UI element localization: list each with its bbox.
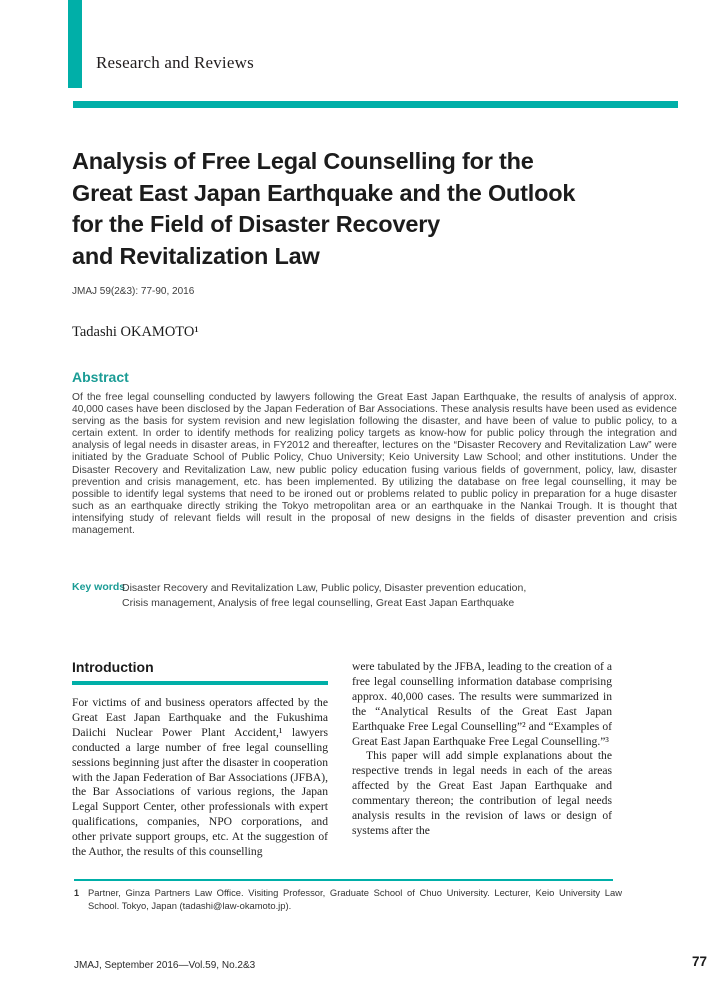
- intro-left-column: [72, 696, 328, 860]
- introduction-heading-rule: [72, 681, 328, 685]
- introduction-heading: Introduction: [72, 659, 154, 675]
- abstract-heading: Abstract: [72, 369, 129, 385]
- accent-bar-vertical: [68, 0, 82, 88]
- title-line: Great East Japan Earthquake and the Outlook: [72, 179, 576, 206]
- section-label: Research and Reviews: [96, 53, 254, 72]
- footnote-marker: 1: [74, 887, 80, 898]
- keywords-line: Crisis management, Analysis of free legal counselling, Great East Japan Earthquake: [122, 597, 515, 609]
- footer-page-number: 77: [691, 954, 707, 969]
- footnote-text: Partner, Ginza Partners Law Office. Visiting Professor, Graduate School of Chuo University. Lecturer, Keio University Law School. Tokyo, Japan (tadashi@law-okamoto.jp).: [88, 887, 622, 911]
- keywords-list: [122, 581, 526, 611]
- title-line: for the Field of Disaster Recovery: [72, 211, 441, 237]
- footnote: [74, 886, 622, 912]
- author-name: Tadashi OKAMOTO¹: [72, 324, 199, 340]
- column-paragraph: were tabulated by the JFBA, leading to the creation of a free legal counselling information database comprising approx. 40,000 cases. The results were summarized in the “Analytical Results of the Great East Japan Earthquake Free Legal Counselling”² and “Examples of Great East Japan Earthquake Free Legal Counselling.”³: [352, 660, 612, 748]
- title-line: and Revitalization Law: [72, 242, 320, 269]
- accent-bar-horizontal: [73, 101, 678, 108]
- journal-citation: JMAJ 59(2&3): 77-90, 2016: [72, 286, 195, 297]
- intro-right-column: [352, 660, 612, 839]
- footer-journal-info: JMAJ, September 2016—Vol.59, No.2&3: [74, 960, 256, 971]
- column-paragraph: This paper will add simple explanations about the respective trends in legal needs in each of the areas affected by the Great East Japan Earthquake and commentary thereon; the contribution of legal needs analysis results in the revision of laws or design of systems after the: [352, 749, 612, 837]
- title-line: Analysis of Free Legal Counselling for the: [72, 148, 534, 174]
- footnote-divider: [74, 879, 613, 881]
- article-title: [72, 146, 575, 272]
- keywords-line: Disaster Recovery and Revitalization Law, Public policy, Disaster prevention education,: [122, 582, 527, 594]
- keywords-label: Key words: [72, 581, 126, 593]
- column-paragraph: For victims of and business operators affected by the Great East Japan Earthquake and the Fukushima Daiichi Nuclear Power Plant Accident,¹ lawyers conducted a large number of free legal counselling sessions beginning just after the disaster in cooperation with the Japan Federation of Bar Associations (JFBA), the Bar Associations of various regions, the Japan Legal Support Center, other professionals with expert qualifications, companies, NPO corporations, and other private support groups, etc. At the suggestion of the Author, the results of this counselling: [72, 696, 328, 859]
- abstract-body: Of the free legal counselling conducted by lawyers following the Great East Japan Earthquake, the results of analysis of approx. 40,000 cases have been disclosed by the Japan Federation of Bar Associations. These analysis results have been used as evidence serving as the basis for system revision and new legislation following the disaster, and have been of value to public policy, to a certain extent. In order to identify methods for realizing policy targets as know-how for public policy through the integration and analysis of legal needs in disaster areas, in FY2012 and thereafter, lectures on the “Disaster Recovery and Revitalization Law” were initiated by the Graduate School of Public Policy, Chuo University; Keio University Law School; and other institutions. Under the Disaster Recovery and Revitalization Law, new public policy education fusing various fields of government, policy, law, disaster prevention and crisis management, etc. has been implemented. By utilizing the database on free legal counselling, it may be possible to identify legal systems that need to be ironed out or problems related to public policy in preparation for a huge disaster such as an earthquake directly striking the Tokyo metropolitan area or an earthquake in the Nankai Trough. It is thought that intensifying study of relevant fields will result in the proposal of new designs in the fields of disaster prevention and crisis management.: [72, 392, 677, 537]
